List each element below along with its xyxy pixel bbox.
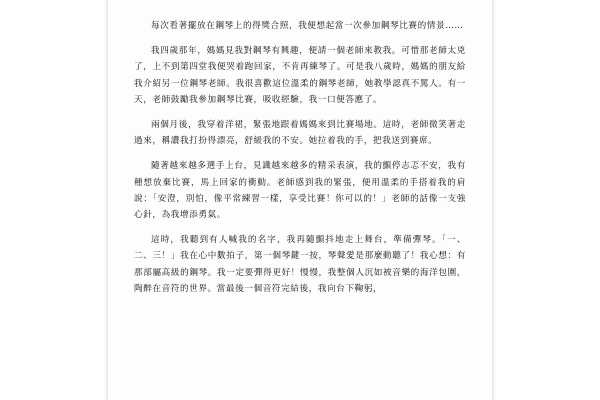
paragraph-5: 這時，我聽到有人喊我的名字，我再隨顫抖地走上舞台，準備彈琴。「一、二、三！」我在心中數拍子，第一個琴鍵一按，琴聲愛是那麼動聽了！我心想：有那部屬高級的鋼琴。我一定要彈得更好！慢慢，我整個人沉如被音樂的海洋包圍，陶醉在音符的世界。當最後一個音符完結後，我向台下鞠躬，: [134, 235, 466, 294]
paragraph-1: 每次看著擺放在鋼琴上的得獎合照，我便想起當一次參加鋼琴比賽的情景……: [151, 21, 464, 31]
document-sheet: [108, 0, 492, 400]
page-right-margin: [492, 0, 600, 400]
paragraph-2: 我四歲那年，媽媽見我對鋼琴有興趣，便請一個老師來教我。可惜那老師太兇了，上不到第四堂我便哭着跑回家，不肯再練琴了。可是我八歲時，媽媽的朋友給我介紹另一位鋼琴老師。我很喜歡這位溫柔的鋼琴老師，她教學認真不罵人。有一天，老師鼓勵我參加鋼琴比賽，吸收經驗，我一口便答應了。: [134, 46, 466, 105]
page-left-margin: [0, 0, 108, 400]
paragraph-4: 隨著越來越多選手上台，見識越來越多的精采表演，我的顫停志忑不安，我有種想放棄比賽，馬上回家的衝動。老師感到我的緊張，便用溫柔的手搭着我的肩說：「安澄，別怕，像平常練習一樣，享受比賽！你可以的！」老師的話像一支強心針，為我增添勇氣。: [134, 161, 466, 221]
page-right-shadow: [492, 0, 496, 400]
paragraph-3: 兩個月後，我穿着洋裙，緊張地跟着媽媽來到比賽場地。這時，老師微笑著走過來，稱讚我打扮得漂亮，舒緩我的不安。她拉着我的手，把我送到賽席。: [134, 120, 466, 147]
